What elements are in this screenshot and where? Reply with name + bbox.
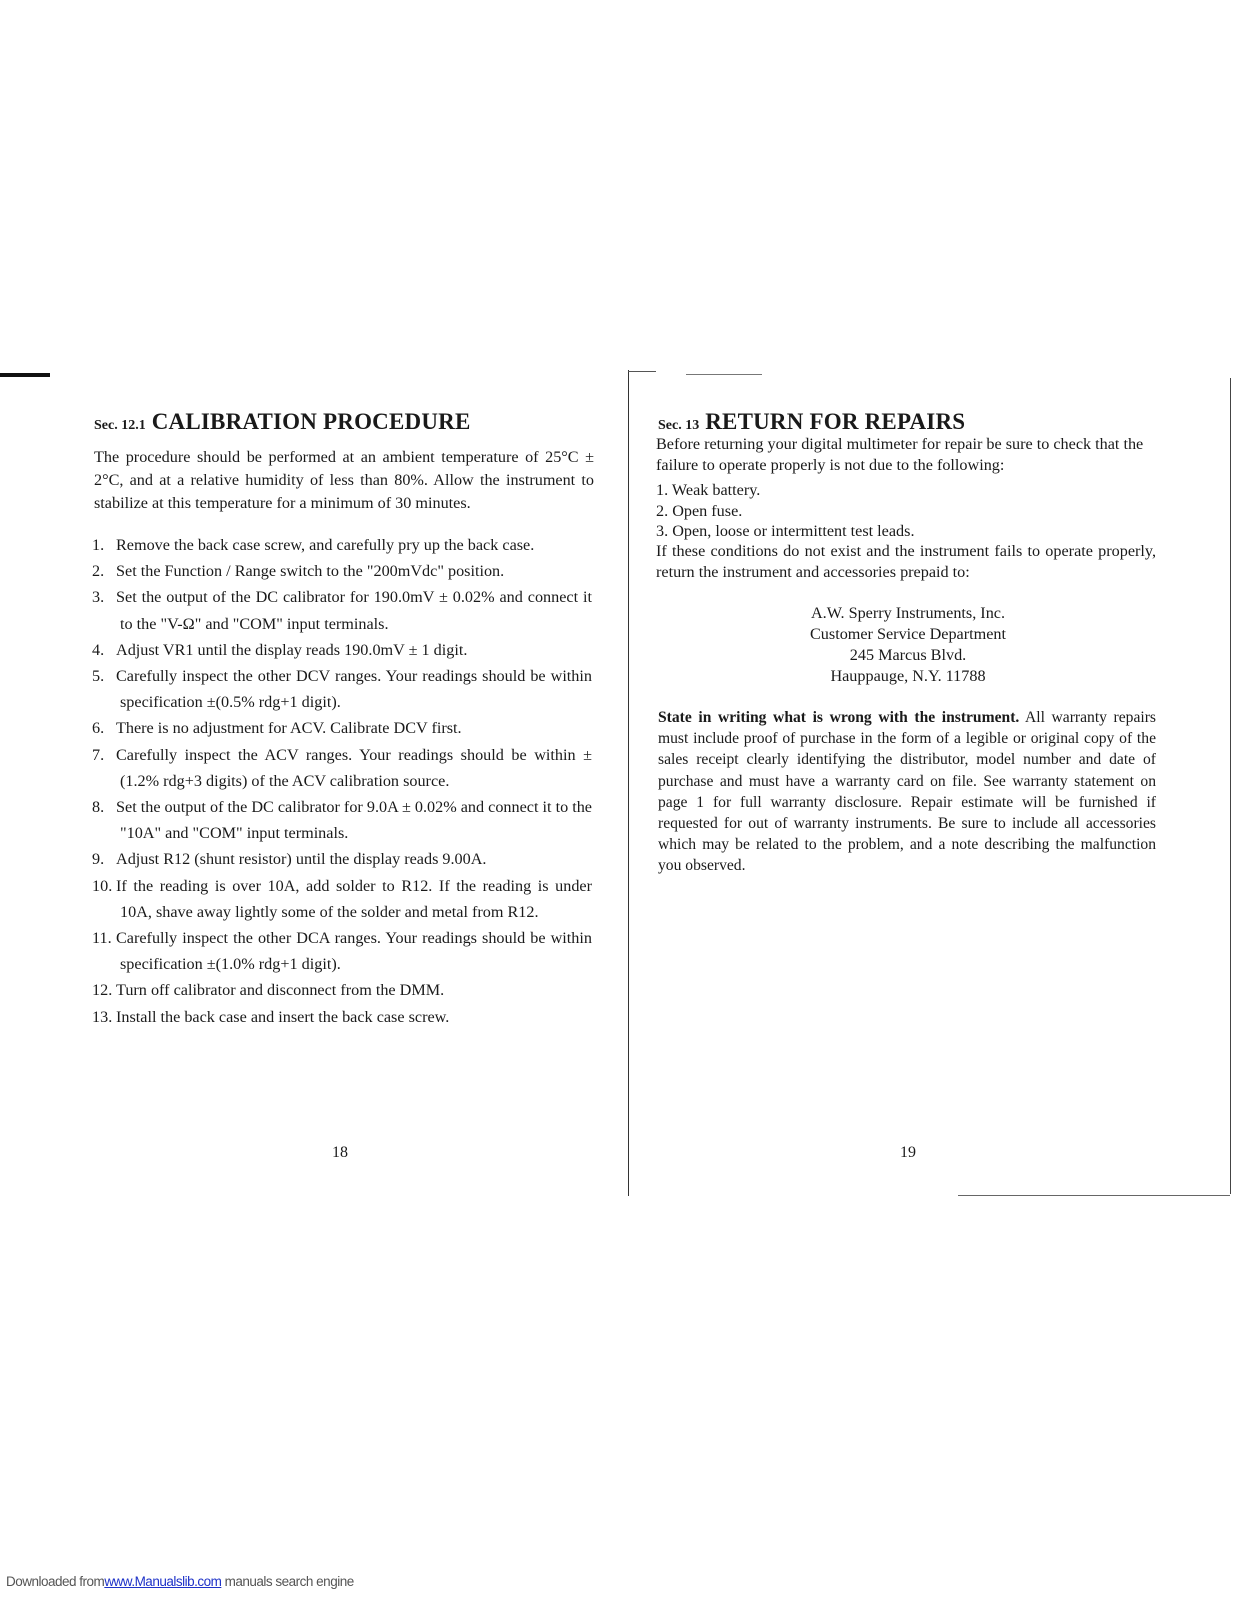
list-item	[92, 584, 592, 636]
section-heading	[94, 409, 471, 436]
section-label: Sec. 12.1	[94, 418, 146, 433]
list-item	[92, 977, 592, 1003]
manualslib-link[interactable]: www.Manualslib.com	[104, 1574, 222, 1589]
warranty-lead: State in writing what is wrong with the instrument.	[658, 709, 1020, 726]
list-item	[656, 501, 915, 522]
address-city: Hauppauge, N.Y. 11788	[830, 667, 986, 685]
step-text: Carefully inspect the other DCV ranges. Your readings should be within specification ±(0.5% rdg+1 digit).	[116, 667, 592, 712]
list-item	[656, 480, 915, 501]
calibration-steps	[92, 532, 592, 1030]
list-item	[92, 663, 592, 715]
step-text: Adjust VR1 until the display reads 190.0mV ± 1 digit.	[116, 640, 468, 659]
item-text: Open fuse.	[672, 501, 743, 520]
page-number: 19	[900, 1144, 916, 1161]
step-number: 4.	[92, 640, 105, 659]
step-number: 3.	[92, 588, 105, 607]
right-page	[630, 0, 1237, 1600]
page-number: 18	[332, 1144, 348, 1161]
list-item	[656, 521, 915, 542]
address-company: A.W. Sperry Instruments, Inc.	[810, 604, 1006, 622]
step-text: If the reading is over 10A, add solder to R12. If the reading is under 10A, shave away lightly some of the solder and metal from R12.	[116, 876, 592, 921]
step-text: Set the Function / Range switch to the "200mVdc" position.	[116, 562, 505, 581]
step-number: 8.	[92, 798, 105, 817]
footer-suffix: manuals search engine	[224, 1574, 354, 1589]
list-item	[92, 715, 592, 741]
section-title: RETURN FOR REPAIRS	[705, 409, 966, 434]
step-number: 12.	[92, 981, 113, 1000]
list-item	[92, 637, 592, 663]
step-text: Remove the back case screw, and carefully pry up the back case.	[116, 536, 535, 554]
intro-paragraph: Before returning your digital multimeter for repair be sure to check that the failure to operate properly is not due to the following:	[656, 435, 1144, 474]
item-text: Weak battery.	[671, 481, 761, 499]
list-item	[92, 1004, 592, 1030]
list-item	[92, 873, 592, 925]
step-text: Set the output of the DC calibrator for 190.0mV ± 0.02% and connect it to the "V-Ω" and "COM" input terminals.	[116, 588, 592, 633]
step-text: Adjust R12 (shunt resistor) until the display reads 9.00A.	[116, 850, 487, 869]
step-text: There is no adjustment for ACV. Calibrate DCV first.	[116, 719, 462, 738]
step-number: 5.	[92, 667, 105, 686]
step-text: Install the back case and insert the back case screw.	[116, 1007, 450, 1026]
list-item	[92, 558, 592, 584]
item-number: 3.	[656, 522, 669, 541]
item-number: 2.	[656, 501, 669, 520]
list-item	[92, 794, 592, 846]
step-text: Set the output of the DC calibrator for 9.0A ± 0.02% and connect it to the "10A" and "COM" input terminals.	[116, 798, 592, 843]
step-number: 7.	[92, 745, 105, 764]
address-department: Customer Service Department	[810, 625, 1006, 643]
address-street: 245 Marcus Blvd.	[849, 646, 967, 664]
intro-paragraph: The procedure should be performed at an ambient temperature of 25°C ± 2°C, and at a relative humidity of less than 80%. Allow the instrument to stabilize at this temperature for a minimum of 30 minutes.	[94, 448, 594, 512]
step-number: 1.	[92, 536, 105, 554]
item-number: 1.	[656, 481, 669, 499]
step-text: Carefully inspect the ACV ranges. Your readings should be within ±(1.2% rdg+3 digits) of the ACV calibration source.	[116, 745, 592, 790]
step-number: 10.	[92, 876, 113, 895]
footer-prefix: Downloaded from	[6, 1574, 105, 1589]
step-text: Carefully inspect the other DCA ranges. Your readings should be within specification ±(1.0% rdg+1 digit).	[116, 929, 592, 974]
warranty-paragraph	[658, 707, 1156, 877]
section-title: CALIBRATION PROCEDURE	[151, 409, 471, 434]
outro-paragraph: If these conditions do not exist and the instrument fails to operate properly, return the instrument and accessories prepaid to:	[656, 542, 1156, 581]
return-address	[750, 603, 1066, 687]
step-number: 9.	[92, 850, 105, 869]
step-number: 11.	[92, 929, 112, 948]
download-footer	[6, 1574, 354, 1589]
warranty-text: All warranty repairs must include proof of purchase in the form of a legible or original copy of the sales receipt clearly identifying the distributor, model number and date of purchase and must have a warranty card on file. See warranty statement on page 1 for full warranty disclosure. Repair estimate will be furnished if requested for out of warranty instruments. Be sure to include all accessories which may be related to the problem, and a note describing the malfunction you observed.	[658, 709, 1156, 875]
list-item	[92, 925, 592, 977]
step-number: 13.	[92, 1007, 113, 1026]
item-text: Open, loose or intermittent test leads.	[672, 522, 915, 541]
list-item	[92, 742, 592, 794]
step-number: 2.	[92, 562, 105, 581]
section-heading	[658, 409, 965, 436]
list-item	[92, 846, 592, 872]
list-item	[92, 532, 592, 558]
step-text: Turn off calibrator and disconnect from the DMM.	[116, 981, 445, 1000]
repair-checklist	[656, 480, 915, 542]
step-number: 6.	[92, 719, 105, 738]
section-label: Sec. 13	[658, 418, 700, 433]
